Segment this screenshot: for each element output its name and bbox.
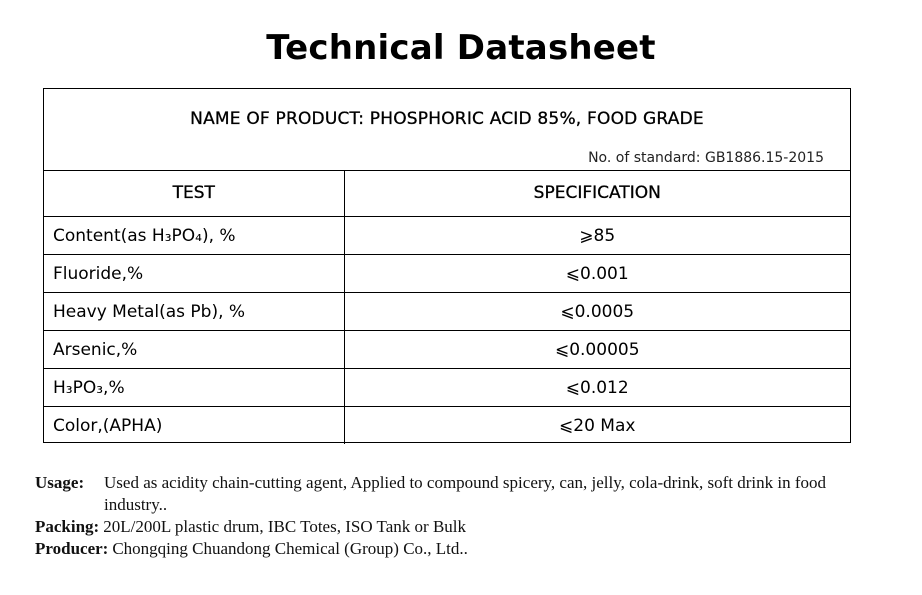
table-row bbox=[44, 217, 850, 255]
table-row bbox=[44, 331, 850, 369]
test-name-cell: Heavy Metal(as Pb), % bbox=[44, 293, 344, 331]
specification-cell: ⩽0.001 bbox=[344, 255, 850, 293]
test-name-cell: H₃PO₃,% bbox=[44, 369, 344, 407]
table-row bbox=[44, 293, 850, 331]
column-header-test: TEST bbox=[44, 170, 344, 217]
datasheet-box bbox=[43, 88, 851, 443]
producer-label: Producer: bbox=[35, 539, 109, 558]
product-name: NAME OF PRODUCT: PHOSPHORIC ACID 85%, FOOD GRADE bbox=[190, 109, 704, 129]
test-name-cell: Fluoride,% bbox=[44, 255, 344, 293]
test-name-cell: Content(as H₃PO₄), % bbox=[44, 217, 344, 255]
usage-label: Usage: bbox=[35, 473, 85, 492]
specification-cell: ⩾85 bbox=[344, 217, 850, 255]
packing-label: Packing: bbox=[35, 517, 100, 536]
table-header-row bbox=[44, 170, 850, 217]
specification-cell: ⩽0.0005 bbox=[344, 293, 850, 331]
specification-cell: ⩽0.00005 bbox=[344, 331, 850, 369]
table-row bbox=[44, 369, 850, 407]
usage-text: Used as acidity chain-cutting agent, Applied to compound spicery, can, jelly, cola-drink, soft drink in food industry.. bbox=[104, 473, 827, 514]
column-header-specification: SPECIFICATION bbox=[344, 170, 850, 217]
table-row bbox=[44, 407, 850, 445]
usage-note bbox=[35, 472, 875, 516]
test-name-cell: Color,(APHA) bbox=[44, 407, 344, 445]
notes-section bbox=[35, 472, 875, 560]
producer-note bbox=[35, 538, 875, 560]
packing-text: 20L/200L plastic drum, IBC Totes, ISO Tank or Bulk bbox=[103, 517, 467, 536]
page-title: Technical Datasheet bbox=[266, 28, 656, 68]
standard-number: No. of standard: GB1886.15-2015 bbox=[588, 150, 824, 166]
product-header bbox=[44, 89, 850, 171]
test-name-cell: Arsenic,% bbox=[44, 331, 344, 369]
table-row bbox=[44, 255, 850, 293]
specification-table bbox=[44, 170, 850, 444]
packing-note bbox=[35, 516, 875, 538]
specification-cell: ⩽0.012 bbox=[344, 369, 850, 407]
producer-text: Chongqing Chuandong Chemical (Group) Co., Ltd.. bbox=[112, 539, 468, 558]
specification-cell: ⩽20 Max bbox=[344, 407, 850, 445]
